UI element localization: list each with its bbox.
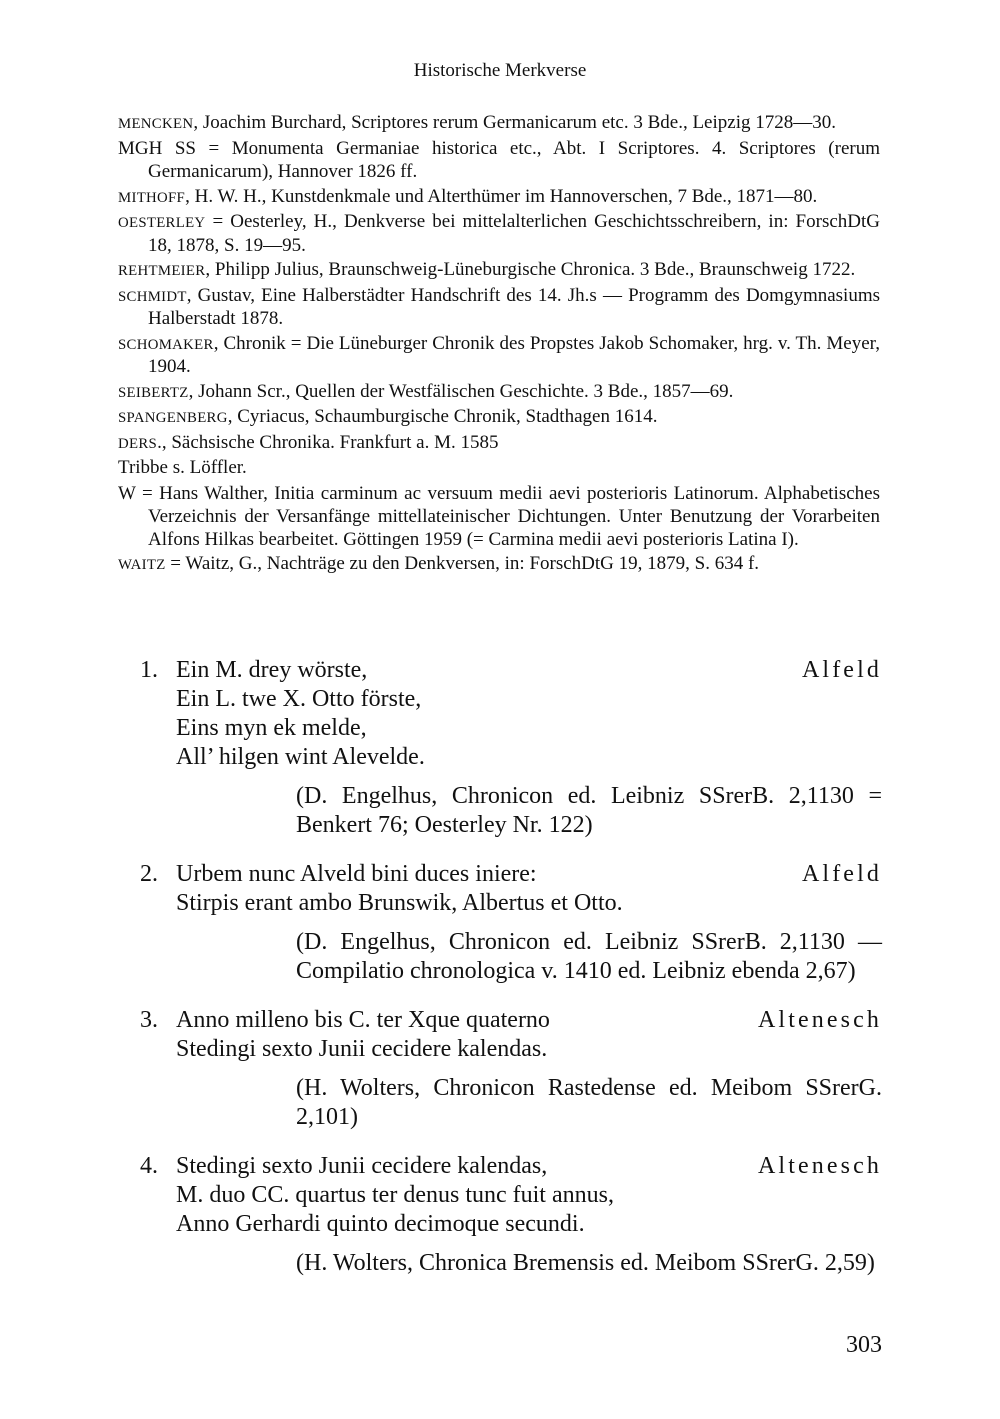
verse-source: (D. Engelhus, Chronicon ed. Leibniz SSrerB. 2,1130 — Compilatio chronologica v. 1410 ed. Leibniz ebenda 2,67) <box>296 929 882 984</box>
bibliography-entry <box>118 406 880 430</box>
bibliography-entry <box>118 211 880 257</box>
verse-line: Ein M. drey wörste, <box>176 657 368 683</box>
entry-text: , Joachim Burchard, Scriptores rerum Germanicarum etc. 3 Bde., Leipzig 1728—30. <box>193 112 836 133</box>
bibliography-entry <box>118 483 880 552</box>
verse-entry <box>140 1006 882 1132</box>
entry-text: ., Sächsische Chronika. Frankfurt a. M. 1585 <box>157 431 499 453</box>
verse-source: (H. Wolters, Chronica Bremensis ed. Meibom SSrerG. 2,59) <box>296 1250 875 1276</box>
verse-number: 1. <box>140 657 158 683</box>
verse-line: Ein L. twe X. Otto förste, <box>176 686 422 712</box>
verse-number: 2. <box>140 861 158 887</box>
author-name: MENCKEN <box>118 116 194 132</box>
entry-text: W = Hans Walther, Initia carminum ac versuum medii aevi posterioris Latinorum. Alphabetisches Verzeichnis der Versanfänge mittellateinischer Dichtungen. Unter Benutzung der Vorarbeiten Alfons Hilkas bearbeitet. Göttingen 1959 (= Carmina medii aevi posterioris Latina I). <box>118 482 880 550</box>
entry-text: MGH SS = Monumenta Germaniae historica etc., Abt. I Scriptores. 4. Scriptores (rerum Germanicarum), Hannover 1826 ff. <box>118 137 880 182</box>
verse-place: Altenesch <box>757 1153 882 1179</box>
entry-text: , H. W. H., Kunstdenkmale und Alterthümer im Hannoverschen, 7 Bde., 1871—80. <box>185 185 818 207</box>
verse-line: All’ hilgen wint Alevelde. <box>176 744 425 770</box>
verse-line: Stedingi sexto Junii cecidere kalendas. <box>176 1036 548 1062</box>
entry-text: , Cyriacus, Schaumburgische Chronik, Stadthagen 1614. <box>227 406 658 427</box>
verse-line: Urbem nunc Alveld bini duces iniere: <box>176 861 537 887</box>
author-name: SCHOMAKER <box>118 336 214 353</box>
verse-line: M. duo CC. quartus ter denus tunc fuit annus, <box>176 1182 614 1208</box>
entry-text: Tribbe s. Löffler. <box>118 457 247 478</box>
entry-text: , Philipp Julius, Braunschweig-Lüneburgische Chronica. 3 Bde., Braunschweig 1722. <box>205 259 856 280</box>
bibliography-list <box>118 112 880 579</box>
author-name: SPANGENBERG <box>118 410 228 426</box>
author-name: OESTERLEY <box>118 215 206 231</box>
verse-line: Eins myn ek melde, <box>176 715 367 741</box>
bibliography-entry <box>118 432 880 456</box>
verse-number: 3. <box>140 1007 158 1033</box>
verse-line: Stirpis erant ambo Brunswik, Albertus et Otto. <box>176 890 623 916</box>
entry-text: , Gustav, Eine Halberstädter Handschrift des 14. Jh.s — Programm des Domgymnasiums Halberstadt 1878. <box>148 284 880 329</box>
verse-place: Alfeld <box>801 861 882 887</box>
entry-text: , Chronik = Die Lüneburger Chronik des Propstes Jakob Schomaker, hrg. v. Th. Meyer, 1904. <box>148 332 880 377</box>
verse-line: Stedingi sexto Junii cecidere kalendas, <box>176 1153 548 1179</box>
verse-list <box>140 656 882 1298</box>
author-name: REHTMEIER <box>118 263 206 279</box>
bibliography-entry <box>118 285 880 331</box>
author-name: DERS <box>118 435 158 452</box>
entry-text: = Oesterley, H., Denkverse bei mittelalterlichen Geschichtsschreibern, in: ForschDtG 18, 1878, S. 19—95. <box>148 211 880 256</box>
bibliography-entry <box>118 112 880 136</box>
page-number: 303 <box>846 1332 882 1358</box>
entry-text: = Waitz, G., Nachträge zu den Denkversen, in: ForschDtG 19, 1879, S. 634 f. <box>165 553 760 574</box>
bibliography-entry <box>118 333 880 379</box>
bibliography-entry <box>118 186 880 210</box>
verse-source: (H. Wolters, Chronicon Rastedense ed. Meibom SSrerG. 2,101) <box>296 1075 882 1130</box>
verse-source: (D. Engelhus, Chronicon ed. Leibniz SSrerB. 2,1130 = Benkert 76; Oesterley Nr. 122) <box>296 783 882 838</box>
bibliography-entry <box>118 138 880 184</box>
verse-place: Alfeld <box>801 657 882 683</box>
verse-line: Anno milleno bis C. ter Xque quaterno <box>176 1007 550 1033</box>
author-name: SCHMIDT <box>118 288 187 305</box>
bibliography-entry <box>118 381 880 405</box>
verse-number: 4. <box>140 1153 158 1179</box>
verse-line: Anno Gerhardi quinto decimoque secundi. <box>176 1211 585 1237</box>
verse-entry <box>140 860 882 986</box>
bibliography-entry <box>118 553 880 577</box>
verse-entry <box>140 656 882 840</box>
verse-entry <box>140 1152 882 1278</box>
author-name: WAITZ <box>118 557 166 573</box>
author-name: SEIBERTZ <box>118 384 189 401</box>
bibliography-entry <box>118 457 880 481</box>
bibliography-entry <box>118 259 880 283</box>
entry-text: , Johann Scr., Quellen der Westfälischen Geschichte. 3 Bde., 1857—69. <box>188 380 734 402</box>
running-header: Historische Merkverse <box>413 60 587 81</box>
author-name: MITHOFF <box>118 189 186 206</box>
verse-place: Altenesch <box>757 1007 882 1033</box>
